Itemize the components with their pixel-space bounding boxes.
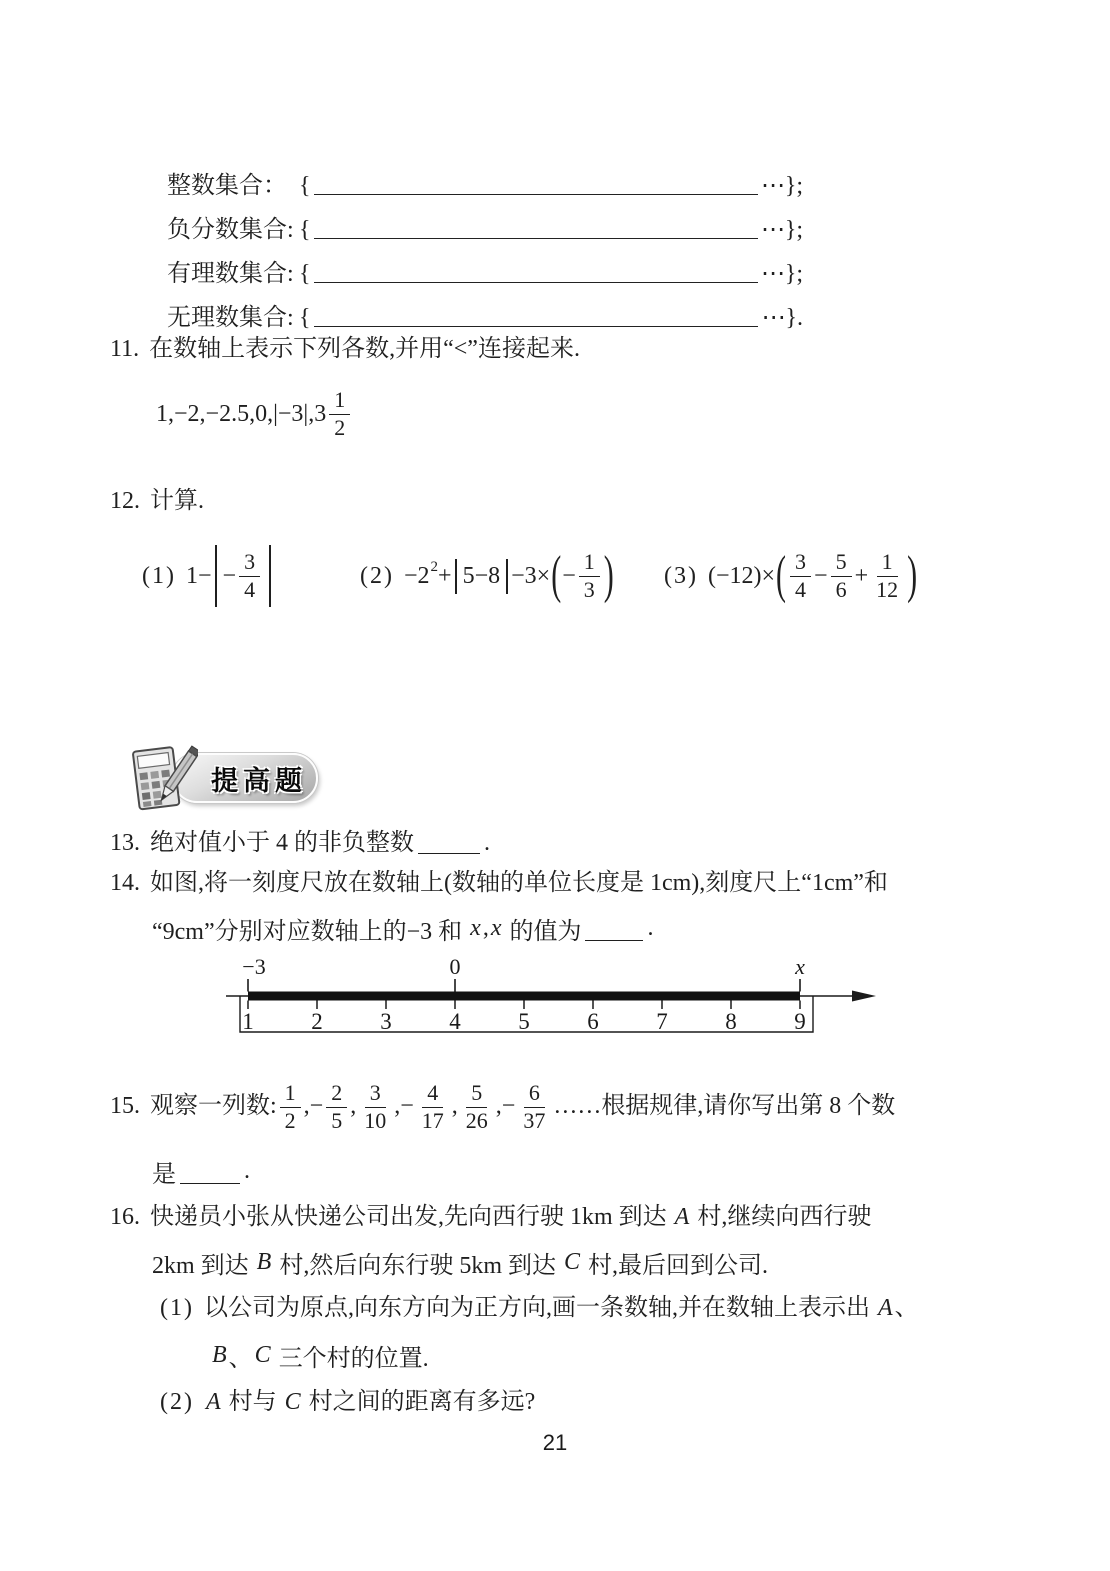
- improve-section-badge: [128, 737, 338, 821]
- set-fill-row: [167, 244, 803, 288]
- problem-number: 14.: [110, 870, 140, 896]
- open-brace: {: [299, 217, 311, 243]
- superscript: 2: [430, 558, 439, 575]
- ruler-tick-label: 1: [242, 1009, 254, 1034]
- fraction: $\frac{6}{37}$: [523, 1079, 546, 1133]
- problem-13: [110, 828, 490, 859]
- italic-variable: A: [877, 1295, 893, 1322]
- item-label: (1): [142, 562, 176, 589]
- set-fill-row: [167, 200, 803, 244]
- sequence-expression: 观察一列数: $\frac{1}{2}$ ,− $\frac{2}{5}$ , $\frac{3}{10}$ ,− $\frac{4}{17}$ , $\frac{5}{26}$ ,− $\frac{6}{37}$ ……根据规律,请你写出第 8 个数: [150, 1079, 896, 1133]
- fraction: $\frac{1}{3}$: [579, 549, 600, 603]
- number-list-expression: 1,−2,−2.5,0,|−3|,3 $\frac{1}{2}$: [156, 381, 353, 447]
- set-row-label: 整数集合：: [167, 173, 287, 199]
- answer-blank-line: [314, 324, 759, 327]
- problem-number: 15.: [110, 1093, 140, 1120]
- open-brace: {: [299, 261, 311, 287]
- fraction: $\frac{1}{2}$: [329, 387, 350, 441]
- paren-group: ( $\frac{3}{4}$ − $\frac{5}{6}$ + $\frac{1}{12}$ ): [776, 546, 918, 605]
- italic-variable: A: [205, 1389, 221, 1416]
- ruler-tick-label: 7: [656, 1009, 668, 1034]
- math-expression: −2 2 + 5−8 −3× ( − $\frac{1}{3}$ ): [403, 546, 614, 605]
- problem-12: [110, 486, 1060, 625]
- ruler-tick-label: 2: [311, 1009, 323, 1034]
- italic-variable: C: [254, 1342, 271, 1369]
- set-fill-row: [167, 288, 803, 332]
- italic-variable: C: [564, 1249, 581, 1276]
- set-row-label: 无理数集合:: [167, 305, 294, 331]
- fraction: $\frac{5}{6}$: [831, 549, 852, 603]
- problem-text: 绝对值小于 4 的非负整数 .: [150, 830, 490, 856]
- answer-blank-line: [314, 236, 758, 239]
- math-expression: (−12)× ( $\frac{3}{4}$ − $\frac{5}{6}$ + $\frac{1}{12}$ ): [707, 546, 918, 605]
- ruler-tick-label: 9: [794, 1009, 806, 1034]
- ruler-edge-bar: [248, 992, 800, 1001]
- problem-15: [110, 1072, 895, 1189]
- ruler-number-line-figure: [208, 948, 903, 1048]
- problem-text-line2: 是 .: [152, 1158, 250, 1188]
- problem-text-line2: “9cm”分别对应数轴上的−3 和 x , x 的值为 .: [152, 915, 654, 946]
- set-fill-row: [167, 156, 803, 200]
- axis-label-x: x: [795, 954, 805, 979]
- problem-11: [110, 334, 580, 447]
- ruler-tick-label: 4: [449, 1009, 461, 1034]
- sub-item-text: A 村与 C 村之间的距离有多远?: [204, 1387, 535, 1418]
- problem-text-line2: 2km 到达 B 村,然后向东行驶 5km 到达 C 村,最后回到公司.: [152, 1249, 769, 1280]
- problem-text: 快递员小张从快递公司出发,先向西行驶 1km 到达 A 村,继续向西行驶: [150, 1202, 871, 1233]
- page-number: 21: [542, 1430, 568, 1455]
- fraction: $\frac{1}{12}$: [876, 549, 899, 602]
- answer-blank: [585, 938, 643, 941]
- problem-16: [110, 1202, 919, 1419]
- answer-blank-line: [314, 192, 758, 195]
- badge-label: 提高题: [211, 765, 307, 796]
- answer-blank-line: [314, 280, 758, 283]
- fraction: $\frac{3}{4}$: [239, 549, 260, 603]
- italic-variable: x: [470, 915, 481, 942]
- problem-number: 11.: [110, 336, 140, 362]
- paren-group: ( − $\frac{1}{3}$ ): [551, 546, 614, 605]
- calc-item-3: [664, 527, 918, 625]
- set-row-label: 负分数集合:: [167, 217, 294, 243]
- italic-variable: B: [212, 1342, 227, 1369]
- axis-label-minus3: −3: [242, 954, 266, 979]
- axis-label-zero: 0: [449, 954, 461, 979]
- problem-14: [110, 868, 888, 946]
- problem-number: 16.: [110, 1204, 140, 1230]
- math-expression: 1− − $\frac{3}{4}$: [186, 545, 274, 607]
- fraction: $\frac{3}{4}$: [790, 549, 811, 603]
- sub-item-label: (1): [160, 1295, 194, 1322]
- answer-blank: [180, 1181, 240, 1184]
- ruler-figure-svg: [208, 948, 903, 1048]
- problem-number: 12.: [110, 488, 140, 514]
- italic-variable: A: [674, 1204, 690, 1230]
- set-row-tail: ⋯};: [760, 261, 803, 287]
- axis-arrowhead: [852, 991, 876, 1002]
- ruler-tick-label: 3: [380, 1009, 392, 1034]
- set-row-tail: ⋯};: [760, 173, 803, 199]
- open-brace: {: [299, 305, 311, 331]
- absolute-value-group: − $\frac{3}{4}$: [215, 545, 272, 607]
- ruler-tick-label: 5: [518, 1009, 530, 1034]
- absolute-value-group: 5−8: [455, 559, 509, 594]
- calc-item-2: [360, 527, 615, 625]
- italic-variable: x: [490, 915, 502, 942]
- sub-item-label: (2): [160, 1389, 194, 1416]
- fraction: $\frac{4}{17}$: [421, 1079, 444, 1133]
- answer-blank: [418, 851, 480, 854]
- italic-variable: C: [284, 1389, 301, 1416]
- fraction: $\frac{1}{2}$: [280, 1080, 301, 1134]
- ruler-tick-label: 6: [587, 1009, 599, 1034]
- set-row-tail: ⋯}.: [761, 305, 803, 331]
- problem-text: 在数轴上表示下列各数,并用“<”连接起来.: [149, 336, 580, 362]
- italic-variable: B: [256, 1249, 272, 1276]
- fraction: $\frac{2}{5}$: [326, 1080, 347, 1134]
- calculation-items: [110, 527, 1060, 625]
- set-fill-block: [167, 156, 803, 332]
- problem-text: 如图,将一刻度尺放在数轴上(数轴的单位长度是 1cm),刻度尺上“1cm”和: [150, 870, 888, 896]
- set-row-label: 有理数集合:: [167, 261, 294, 287]
- item-label: (3): [664, 562, 698, 589]
- fraction: $\frac{3}{10}$: [364, 1079, 387, 1133]
- open-brace: {: [299, 173, 311, 199]
- problem-text: 计算.: [150, 488, 204, 514]
- problem-number: 13.: [110, 830, 140, 856]
- sub-item-text-continued: B 、 C 三个村的位置.: [212, 1342, 429, 1373]
- fraction: $\frac{5}{26}$: [465, 1079, 488, 1133]
- set-row-tail: ⋯};: [760, 217, 803, 243]
- calc-item-1: [142, 527, 274, 625]
- calculator-pencil-icon: [128, 737, 198, 821]
- item-label: (2): [360, 562, 394, 589]
- ruler-tick-label: 8: [725, 1009, 737, 1034]
- sub-item-text: 以公司为原点,向东方向为正方向,画一条数轴,并在数轴上表示出 A 、: [204, 1293, 919, 1324]
